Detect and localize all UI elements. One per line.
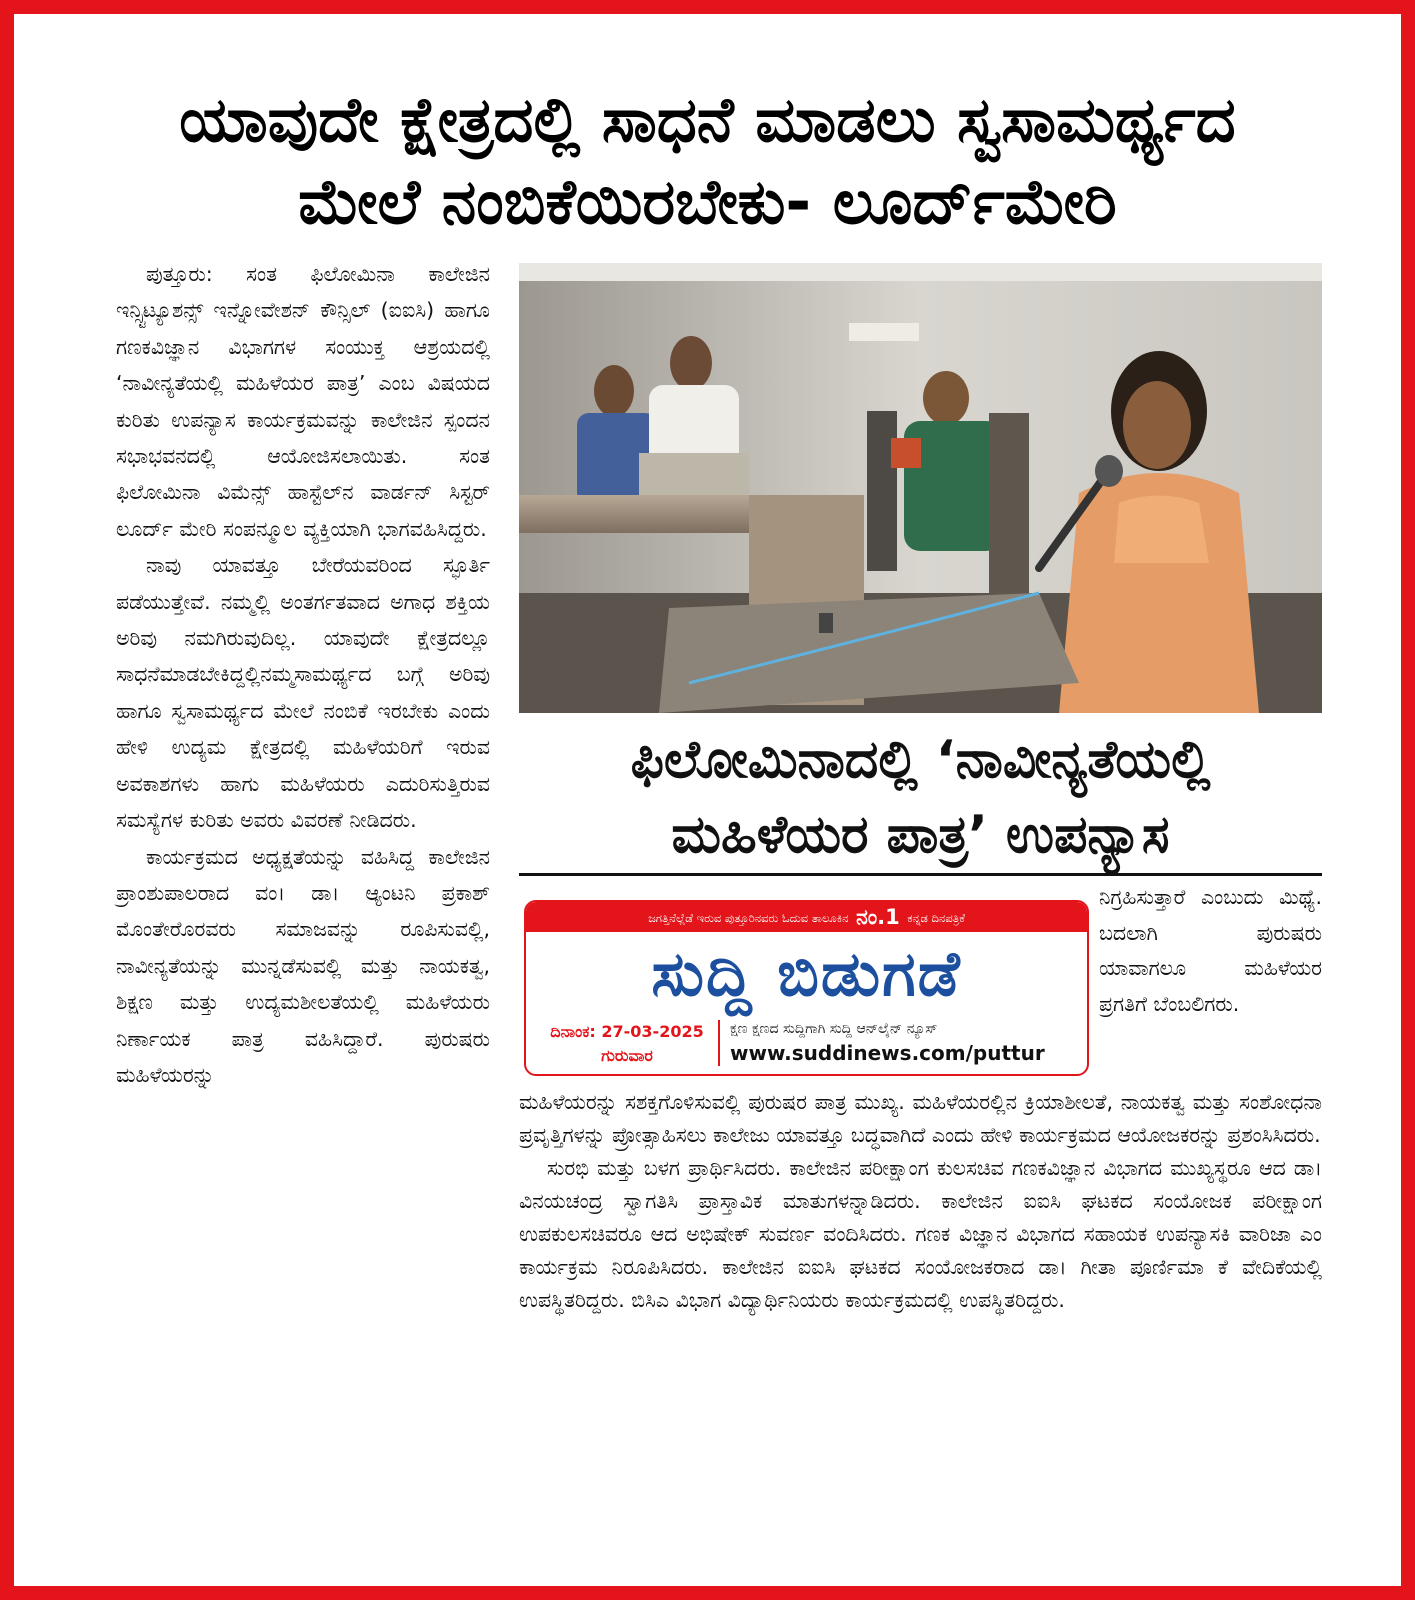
event-photo-illustration — [519, 263, 1322, 713]
article-bottom-block — [519, 1086, 1322, 1317]
article-paragraph-2: ನಾವು ಯಾವತ್ತೂ ಬೇರೆಯವರಿಂದ ಸ್ಫೂರ್ತಿ ಪಡೆಯುತ್ತೇವೆ. ನಮ್ಮಲ್ಲಿ ಅಂತರ್ಗತವಾದ ಅಗಾಧ ಶಕ್ತಿಯ ಅರಿವು ನಮಗಿರುವುದಿಲ್ಲ. ಯಾವುದೇ ಕ್ಷೇತ್ರದಲ್ಲೂ ಸಾಧನೆಮಾಡಬೇಕಿದ್ದಲ್ಲಿನಮ್ಮಸಾಮರ್ಥ್ಯದ ಬಗ್ಗೆ ಅರಿವು ಹಾಗೂ ಸ್ವಸಾಮರ್ಥ್ಯದ ಮೇಲೆ ನಂಬಿಕೆ ಇರಬೇಕು ಎಂದು ಹೇಳಿ ಉದ್ಯಮ ಕ್ಷೇತ್ರದಲ್ಲಿ ಮಹಿಳೆಯರಿಗೆ ಇರುವ ಅವಕಾಶಗಳು ಹಾಗು ಮಹಿಳೆಯರು ಎದುರಿಸುತ್ತಿರುವ ಸಮಸ್ಯೆಗಳ ಕುರಿತು ಅವರು ವಿವರಣೆ ನೀಡಿದರು. — [116, 553, 490, 833]
article-mid-column — [1099, 880, 1322, 1022]
headline-line-2: ಮೇಲೆ ನಂಬಿಕೆಯಿರಬೇಕು- ಲೂರ್ದ್‌ಮೇರಿ — [298, 165, 1117, 238]
subheadline-line-1: ಫಿಲೋಮಿನಾದಲ್ಲಿ ‘ನಾವೀನ್ಯತೆಯಲ್ಲಿ — [630, 730, 1211, 790]
headline-line-1: ಯಾವುದೇ ಕ್ಷೇತ್ರದಲ್ಲಿ ಸಾಧನೆ ಮಾಡಲು ಸ್ವಸಾಮರ್ಥ್ಯದ — [179, 83, 1236, 156]
article-left-column — [116, 256, 490, 1093]
article-mid-text: ನಿಗ್ರಹಿಸುತ್ತಾರೆ ಎಂಬುದು ಮಿಥ್ಯೆ. ಬದಲಾಗಿ ಪುರುಷರು ಯಾವಾಗಲೂ ಮಹಿಳೆಯರ ಪ್ರಗತಿಗೆ ಬೆಂಬಲಿಗರು. — [1099, 885, 1322, 1016]
event-photo — [519, 263, 1322, 713]
newspaper-logo: ಸುದ್ದಿ ಬಿಡುಗಡೆ — [651, 937, 962, 1010]
masthead-date-block — [542, 1020, 712, 1068]
subheadline-line-2: ಮಹಿಳೆಯರ ಪಾತ್ರ’ ಉಪನ್ಯಾಸ — [671, 805, 1170, 865]
masthead-date: ದಿನಾಂಕ: 27-03-2025 — [550, 1022, 704, 1041]
article-bottom-paragraph-1: ಮಹಿಳೆಯರನ್ನು ಸಶಕ್ತಗೊಳಿಸುವಲ್ಲಿ ಪುರುಷರ ಪಾತ್ರ ಮುಖ್ಯ. ಮಹಿಳೆಯರಲ್ಲಿನ ಕ್ರಿಯಾಶೀಲತೆ, ನಾಯಕತ್ವ ಮತ್ತು ಸಂಶೋಧನಾ ಪ್ರವೃತ್ತಿಗಳನ್ನು ಪ್ರೋತ್ಸಾಹಿಸಲು ಕಾಲೇಜು ಯಾವತ್ತೂ ಬದ್ಧವಾಗಿದೆ ಎಂದು ಹೇಳಿ ಕಾರ್ಯಕ್ರಮದ ಆಯೋಜಕರನ್ನು ಪ್ರಶಂಸಿಸಿದರು. — [519, 1090, 1322, 1147]
article-paragraph-3: ಕಾರ್ಯಕ್ರಮದ ಅಧ್ಯಕ್ಷತೆಯನ್ನು ವಹಿಸಿದ್ದ ಕಾಲೇಜಿನ ಪ್ರಾಂಶುಪಾಲರಾದ ವಂ। ಡಾ। ಆ್ಯಂಟನಿ ಪ್ರಕಾಶ್ ಮೊಂತೇರೊರವರು ಸಮಾಜವನ್ನು ರೂಪಿಸುವಲ್ಲಿ, ನಾವೀನ್ಯತೆಯನ್ನು ಮುನ್ನಡೆಸುವಲ್ಲಿ ಮತ್ತು ನಾಯಕತ್ವ, ಶಿಕ್ಷಣ ಮತ್ತು ಉದ್ಯಮಶೀಲತೆಯಲ್ಲಿ ಮಹಿಳೆಯರು ನಿರ್ಣಾಯಕ ಪಾತ್ರ ವಹಿಸಿದ್ದಾರೆ. ಪುರುಷರು ಮಹಿಳೆಯರನ್ನು — [116, 844, 490, 1087]
masthead-day: ಗುರುವಾರ — [601, 1046, 653, 1065]
tagline-prefix: ಜಗತ್ತಿನೆಲ್ಲೆಡೆ ಇರುವ ಪುತ್ತೂರಿನವರು ಓದುವ ತಾಲೂಕಿನ — [648, 911, 849, 925]
tagline-number-one: ನಂ.1 — [856, 905, 900, 929]
masthead-separator — [718, 1020, 720, 1066]
newspaper-masthead — [524, 900, 1089, 1076]
section-divider — [519, 873, 1322, 876]
article-bottom-paragraph-2: ಸುರಭಿ ಮತ್ತು ಬಳಗ ಪ್ರಾರ್ಥಿಸಿದರು. ಕಾಲೇಜಿನ ಪರೀಕ್ಷಾಂಗ ಕುಲಸಚಿವ ಗಣಕವಿಜ್ಞಾನ ವಿಭಾಗದ ಮುಖ್ಯಸ್ಥರೂ ಆದ ಡಾ। ವಿನಯಚಂದ್ರ ಸ್ವಾಗತಿಸಿ ಪ್ರಾಸ್ತಾವಿಕ ಮಾತುಗಳನ್ನಾಡಿದರು. ಕಾಲೇಜಿನ ಐಐಸಿ ಘಟಕದ ಸಂಯೋಜಕ ಪರೀಕ್ಷಾಂಗ ಉಪಕುಲಸಚಿವರೂ ಆದ ಅಭಿಷೇಕ್ ಸುವರ್ಣ ವಂದಿಸಿದರು. ಗಣಕ ವಿಜ್ಞಾನ ವಿಭಾಗದ ಸಹಾಯಕ ಉಪನ್ಯಾಸಕಿ ವಾರಿಜಾ ಎಂ ಕಾರ್ಯಕ್ರಮ ನಿರೂಪಿಸಿದರು. ಕಾಲೇಜಿನ ಐಐಸಿ ಘಟಕದ ಸಂಯೋಜಕರಾದ ಡಾ। ಗೀತಾ ಪೂರ್ಣಿಮಾ ಕೆ ವೇದಿಕೆಯಲ್ಲಿ ಉಪಸ್ಥಿತರಿದ್ದರು. ಬಿಸಿಎ ವಿಭಾಗ ವಿದ್ಯಾರ್ಥಿನಿಯರು ಕಾರ್ಯಕ್ರಮದಲ್ಲಿ ಉಪಸ್ಥಿತರಿದ್ದರು. — [519, 1156, 1322, 1312]
article-paragraph-1: ಪುತ್ತೂರು: ಸಂತ ಫಿಲೋಮಿನಾ ಕಾಲೇಜಿನ ಇನ್ಸ್ಟಿಟ್ಯೂಶನ್ಸ್ ಇನ್ನೋವೇಶನ್ ಕೌನ್ಸಿಲ್ (ಐಐಸಿ) ಹಾಗೂ ಗಣಕವಿಜ್ಞಾನ ವಿಭಾಗಗಳ ಸಂಯುಕ್ತ ಆಶ್ರಯದಲ್ಲಿ ‘ನಾವೀನ್ಯತೆಯಲ್ಲಿ ಮಹಿಳೆಯರ ಪಾತ್ರ’ ಎಂಬ ವಿಷಯದ ಕುರಿತು ಉಪನ್ಯಾಸ ಕಾರ್ಯಕ್ರಮವನ್ನು ಕಾಲೇಜಿನ ಸ್ಪಂದನ ಸಭಾಭವನದಲ್ಲಿ ಆಯೋಜಿಸಲಾಯಿತು. ಸಂತ ಫಿಲೋಮಿನಾ ವಿಮೆನ್ಸ್ ಹಾಸ್ಟೆಲ್‌ನ ವಾರ್ಡನ್ ಸಿಸ್ಟರ್ ಲೂರ್ದ್ ಮೇರಿ ಸಂಪನ್ಮೂಲ ವ್ಯಕ್ತಿಯಾಗಿ ಭಾಗವಹಿಸಿದ್ದರು. — [116, 262, 490, 541]
tagline-suffix: ಕನ್ನಡ ದಿನಪತ್ರಿಕೆ — [907, 911, 965, 925]
masthead-tagline — [526, 902, 1087, 932]
masthead-online-tagline: ಕ್ಷಣ ಕ್ಷಣದ ಸುದ್ದಿಗಾಗಿ ಸುದ್ದಿ ಆನ್‌ಲೈನ್ ನ್ಯೂಸ್ — [730, 1021, 938, 1037]
masthead-url: www.suddinews.com/puttur — [730, 1041, 1045, 1065]
